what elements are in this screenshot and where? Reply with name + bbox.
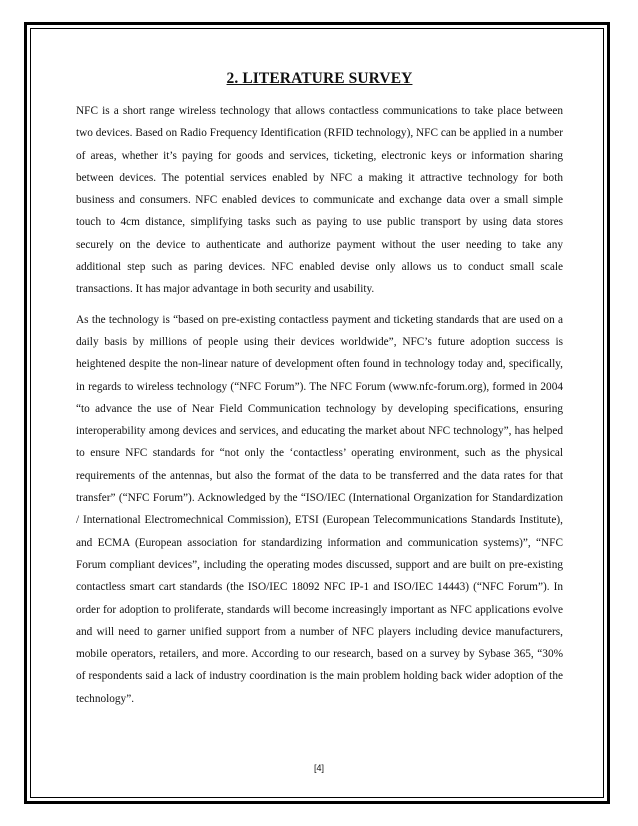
paragraph-nfc-standards: As the technology is “based on pre-existing contactless payment and ticketing standards that are used on a daily basis by millions of people using their devices worldwide”, NFC’s future adoption success is heightened despite the non-linear nature of development often found in technology today and, specifically, in regards to wireless technology (“NFC Forum”). The NFC Forum (www.nfc-forum.org), formed in 2004 “to advance the use of Near Field Communication technology by developing specifications, ensuring interoperability among devices and services, and educating the market about NFC technology”, has helped to ensure NFC standards for “not only the ‘contactless’ operating environment, such as the physical requirements of the antennas, but also the format of the data to be transferred and the data rates for that transfer” (“NFC Forum”). Acknowledged by the “ISO/IEC (International Organization for Standardization / International Electromechnical Commission), ETSI (European Telecommunications Standards Institute), and ECMA (European association for standardizing information and communication systems)”, “NFC Forum compliant devices”, including the operating modes discussed, support and are built on pre-existing contactless smart cart standards (the ISO/IEC 18092 NFC IP-1 and ISO/IEC 14443) (“NFC Forum”). In order for adoption to proliferate, standards will become increasingly important as NFC applications evolve and will need to garner unified support from a number of NFC players including device manufacturers, mobile operators, retailers, and more. According to our research, based on a survey by Sybase 365, “30% of respondents said a lack of industry coordination is the main problem holding back wider adoption of the technology”.: [76, 313, 563, 705]
page-number: [4]: [313, 763, 324, 773]
paragraph-nfc-intro: NFC is a short range wireless technology that allows contactless communications to take place between two devices. Based on Radio Frequency Identification (RFID technology), NFC can be applied in a number of areas, whether it’s paying for goods and services, ticketing, electronic keys or information sharing between devices. The potential services enabled by NFC a making it attractive technology for both business and consumers. NFC enabled devices to communicate and exchange data over a small simple touch to 4cm distance, simplifying tasks such as paying to use public transport by using data stores securely on the device to authenticate and authorize payment without the user needing to take any additional step such as paring devices. NFC enabled devise only allows us to conduct small scale transactions. It has major advantage in both security and usability.: [76, 105, 563, 296]
page-content: [76, 64, 563, 710]
section-title: 2. LITERATURE SURVEY: [226, 70, 413, 87]
